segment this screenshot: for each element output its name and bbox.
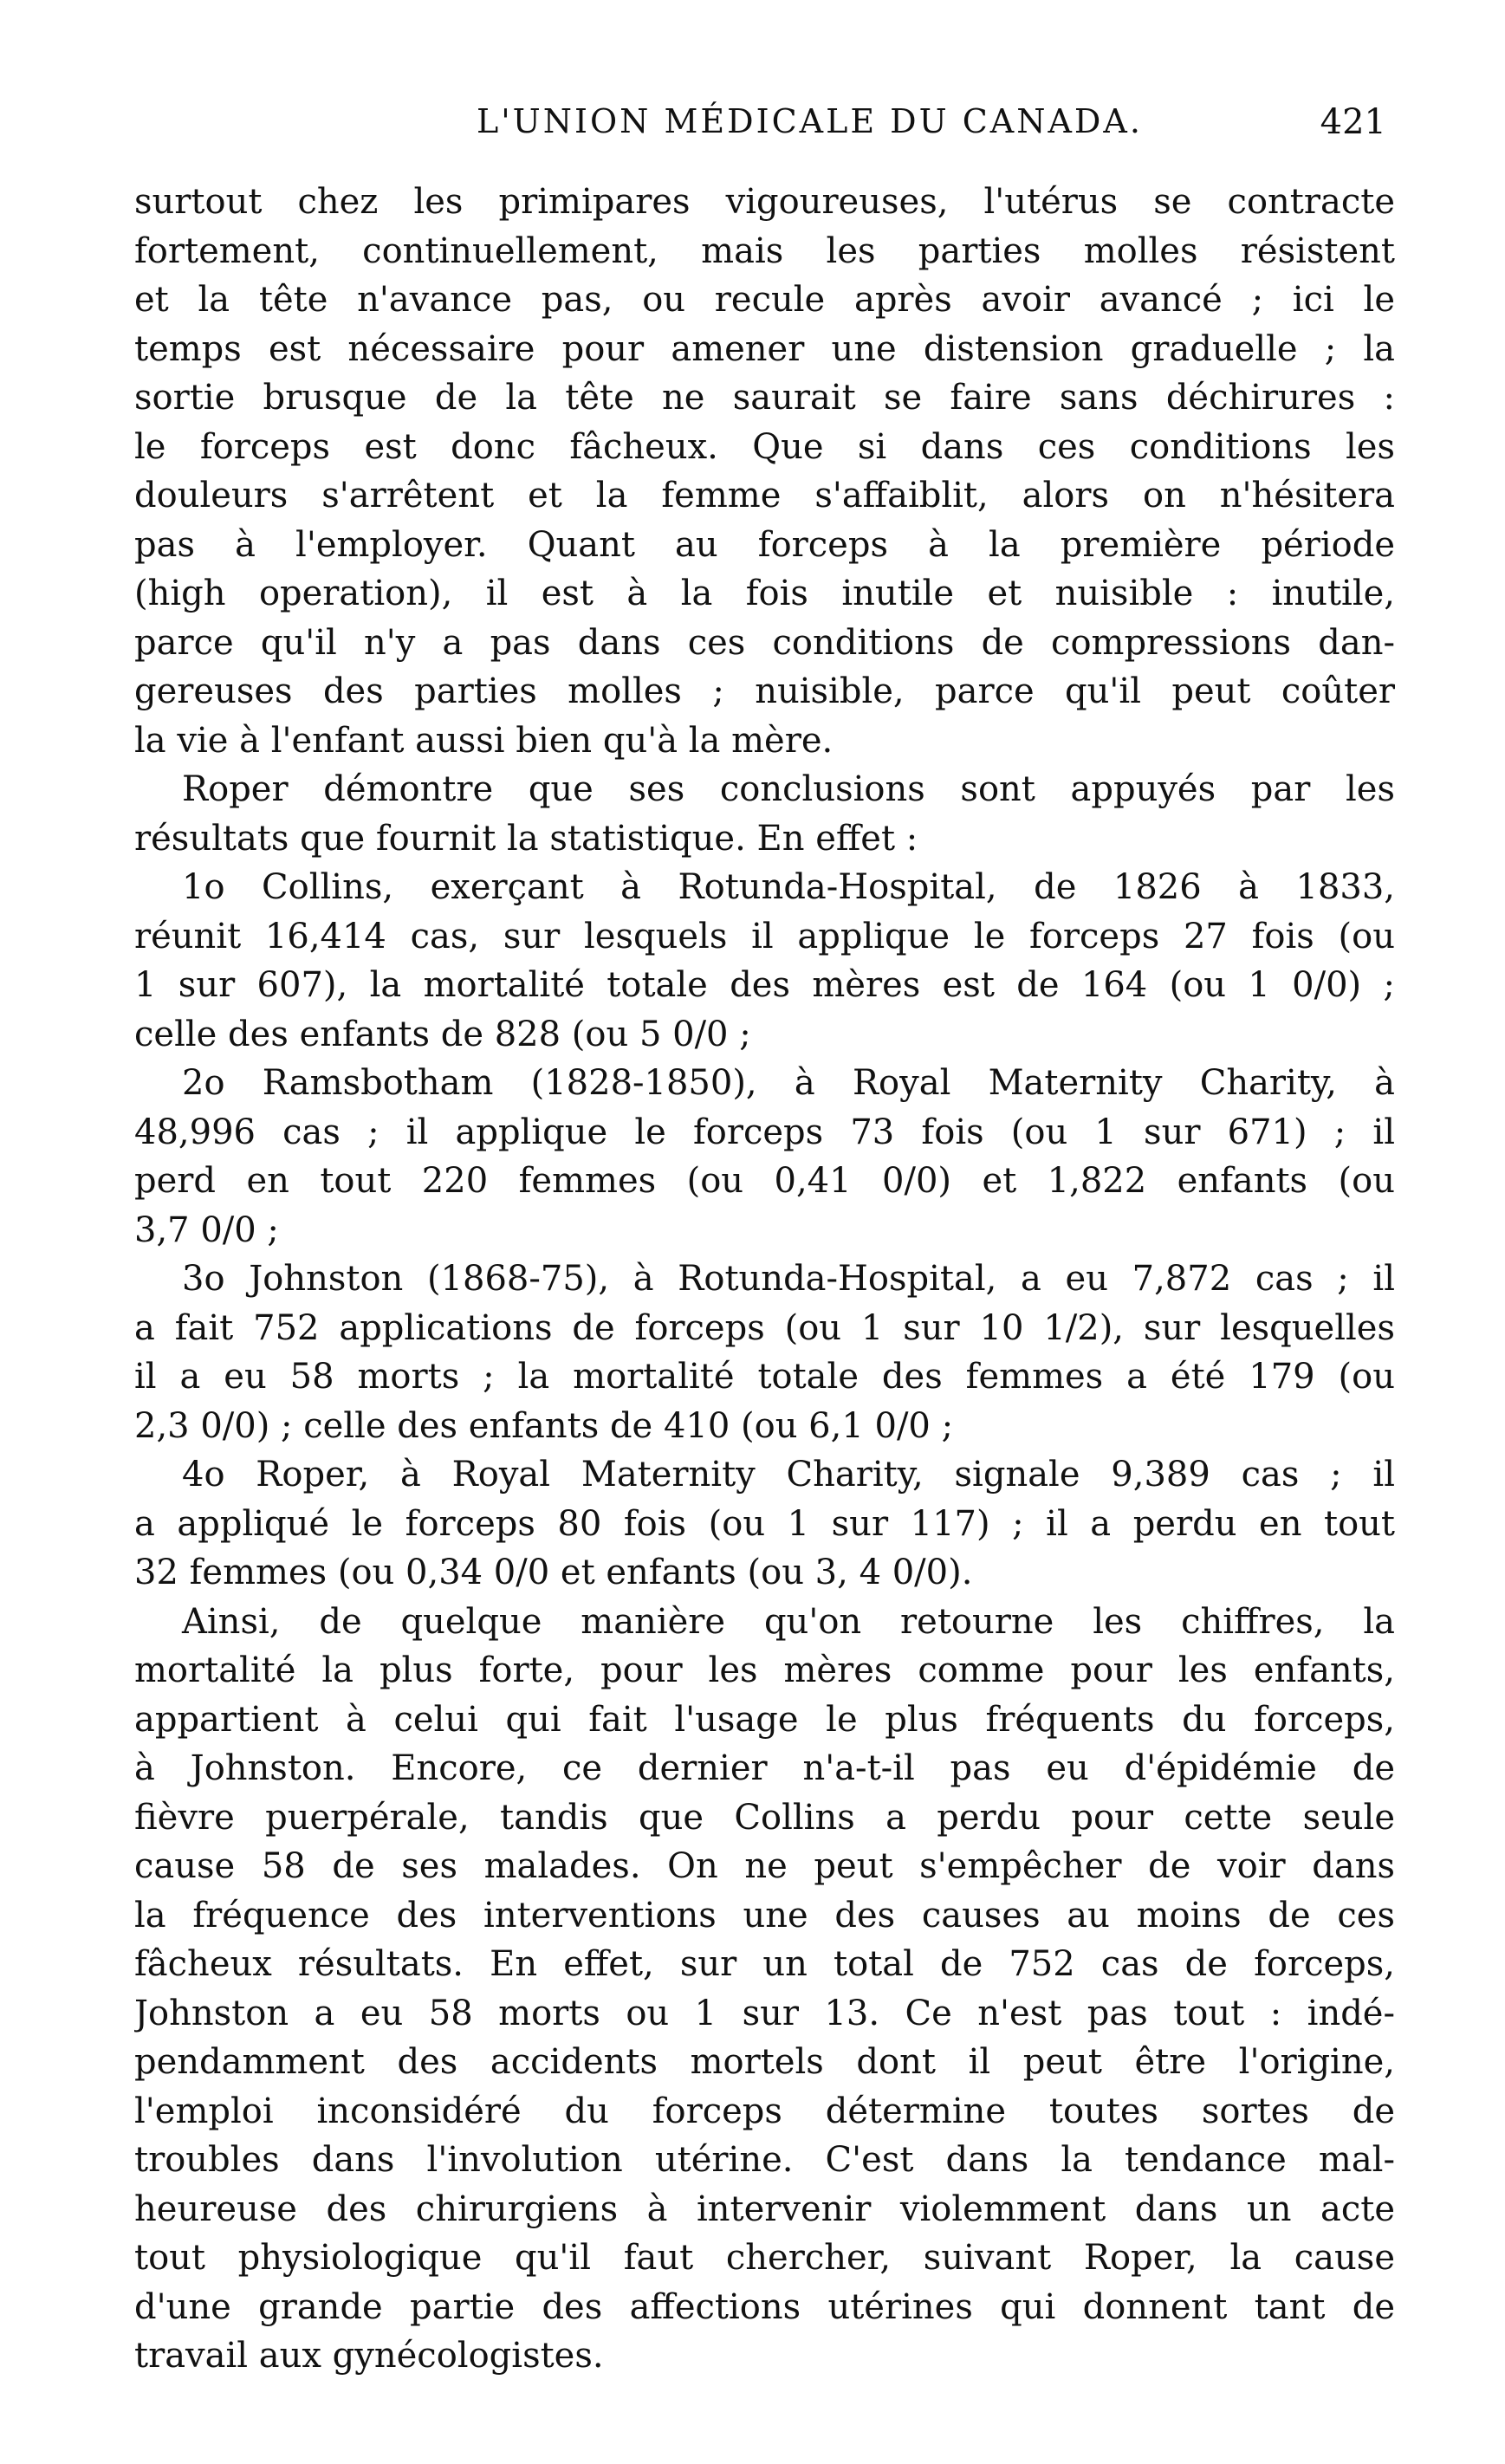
text-line: temps est nécessaire pour amener une distension graduelle ; la <box>134 328 1395 369</box>
text-line: à Johnston. Encore, ce dernier n'a-t-il pas eu d'épidémie de <box>134 1748 1395 1788</box>
text-line: a fait 752 applications de forceps (ou 1 sur 10 1/2), sur lesquelles <box>134 1307 1395 1348</box>
text-line: fortement, continuellement, mais les parties molles résistent <box>134 230 1395 271</box>
text-line: pas à l'employer. Quant au forceps à la première période <box>134 524 1395 565</box>
text-line: cause 58 de ses malades. On ne peut s'empêcher de voir dans <box>134 1846 1395 1886</box>
text-line: (high operation), il est à la fois inutile et nuisible : inutile, <box>134 574 1395 613</box>
text-line: celle des enfants de 828 (ou 5 0/0 ; <box>134 1014 751 1054</box>
page-number: 421 <box>1320 102 1386 142</box>
text-line: parce qu'il n'y a pas dans ces conditions de compressions dan- <box>134 622 1395 663</box>
text-line: a appliqué le forceps 80 fois (ou 1 sur 117) ; il a perdu en tout <box>134 1503 1395 1544</box>
text-line: 3o Johnston (1868-75), à Rotunda-Hospital, a eu 7,872 cas ; il <box>182 1259 1395 1299</box>
text-line: perd en tout 220 femmes (ou 0,41 0/0) et 1,822 enfants (ou <box>134 1161 1395 1201</box>
text-line: 3,7 0/0 ; <box>134 1209 279 1250</box>
body-text <box>134 178 1395 2413</box>
text-line: l'emploi inconsidéré du forceps détermine toutes sortes de <box>134 2091 1395 2131</box>
text-line: 4o Roper, à Royal Maternity Charity, signale 9,389 cas ; il <box>182 1455 1395 1495</box>
text-line: gereuses des parties molles ; nuisible, parce qu'il peut coûter <box>134 671 1395 711</box>
text-line: mortalité la plus forte, pour les mères comme pour les enfants, <box>134 1650 1395 1690</box>
text-line: et la tête n'avance pas, ou recule après avoir avancé ; ici le <box>134 280 1395 320</box>
page-bottom-margin <box>0 2445 1505 2464</box>
text-line: la vie à l'enfant aussi bien qu'à la mère. <box>134 720 834 761</box>
text-line: Roper démontre que ses conclusions sont appuyés par les <box>182 769 1395 809</box>
text-line: travail aux gynécologistes. <box>134 2336 604 2376</box>
text-line: pendamment des accidents mortels dont il peut être l'origine, <box>134 2042 1395 2082</box>
text-line: Johnston a eu 58 morts ou 1 sur 13. Ce n'est pas tout : indé- <box>134 1993 1395 2033</box>
text-line: fièvre puerpérale, tandis que Collins a perdu pour cette seule <box>134 1797 1395 1838</box>
text-line: il a eu 58 morts ; la mortalité totale des femmes a été 179 (ou <box>134 1357 1395 1397</box>
text-line: heureuse des chirurgiens à intervenir violemment dans un acte <box>134 2188 1395 2229</box>
text-line: troubles dans l'involution utérine. C'est dans la tendance mal- <box>134 2140 1395 2180</box>
running-head: L'UNION MÉDICALE DU CANADA. <box>477 102 1143 140</box>
text-line: surtout chez les primipares vigoureuses, l'utérus se contracte <box>134 182 1395 222</box>
text-line: résultats que fournit la statistique. En effet : <box>134 818 918 859</box>
text-line: 32 femmes (ou 0,34 0/0 et enfants (ou 3, 4 0/0). <box>134 1553 973 1592</box>
text-line: 2o Ramsbotham (1828-1850), à Royal Maternity Charity, à <box>182 1063 1395 1103</box>
text-line: d'une grande partie des affections utérines qui donnent tant de <box>134 2286 1395 2327</box>
page-header <box>139 102 1386 154</box>
text-line: 1o Collins, exerçant à Rotunda-Hospital, de 1826 à 1833, <box>182 867 1395 907</box>
text-line: douleurs s'arrêtent et la femme s'affaiblit, alors on n'hésitera <box>134 476 1395 515</box>
text-line: fâcheux résultats. En effet, sur un total de 752 cas de forceps, <box>134 1944 1395 1984</box>
text-line: 2,3 0/0) ; celle des enfants de 410 (ou 6,1 0/0 ; <box>134 1405 954 1446</box>
text-line: sortie brusque de la tête ne saurait se faire sans déchirures : <box>134 378 1395 418</box>
text-line: appartient à celui qui fait l'usage le plus fréquents du forceps, <box>134 1699 1395 1740</box>
text-line: tout physiologique qu'il faut chercher, suivant Roper, la cause <box>134 2238 1395 2278</box>
text-line: la fréquence des interventions une des causes au moins de ces <box>134 1895 1395 1936</box>
text-line: 1 sur 607), la mortalité totale des mères est de 164 (ou 1 0/0) ; <box>134 965 1395 1005</box>
text-line: réunit 16,414 cas, sur lesquels il applique le forceps 27 fois (ou <box>134 916 1395 956</box>
text-line: Ainsi, de quelque manière qu'on retourne les chiffres, la <box>182 1601 1395 1642</box>
text-line: 48,996 cas ; il applique le forceps 73 fois (ou 1 sur 671) ; il <box>134 1112 1395 1152</box>
text-line: le forceps est donc fâcheux. Que si dans ces conditions les <box>134 426 1395 467</box>
